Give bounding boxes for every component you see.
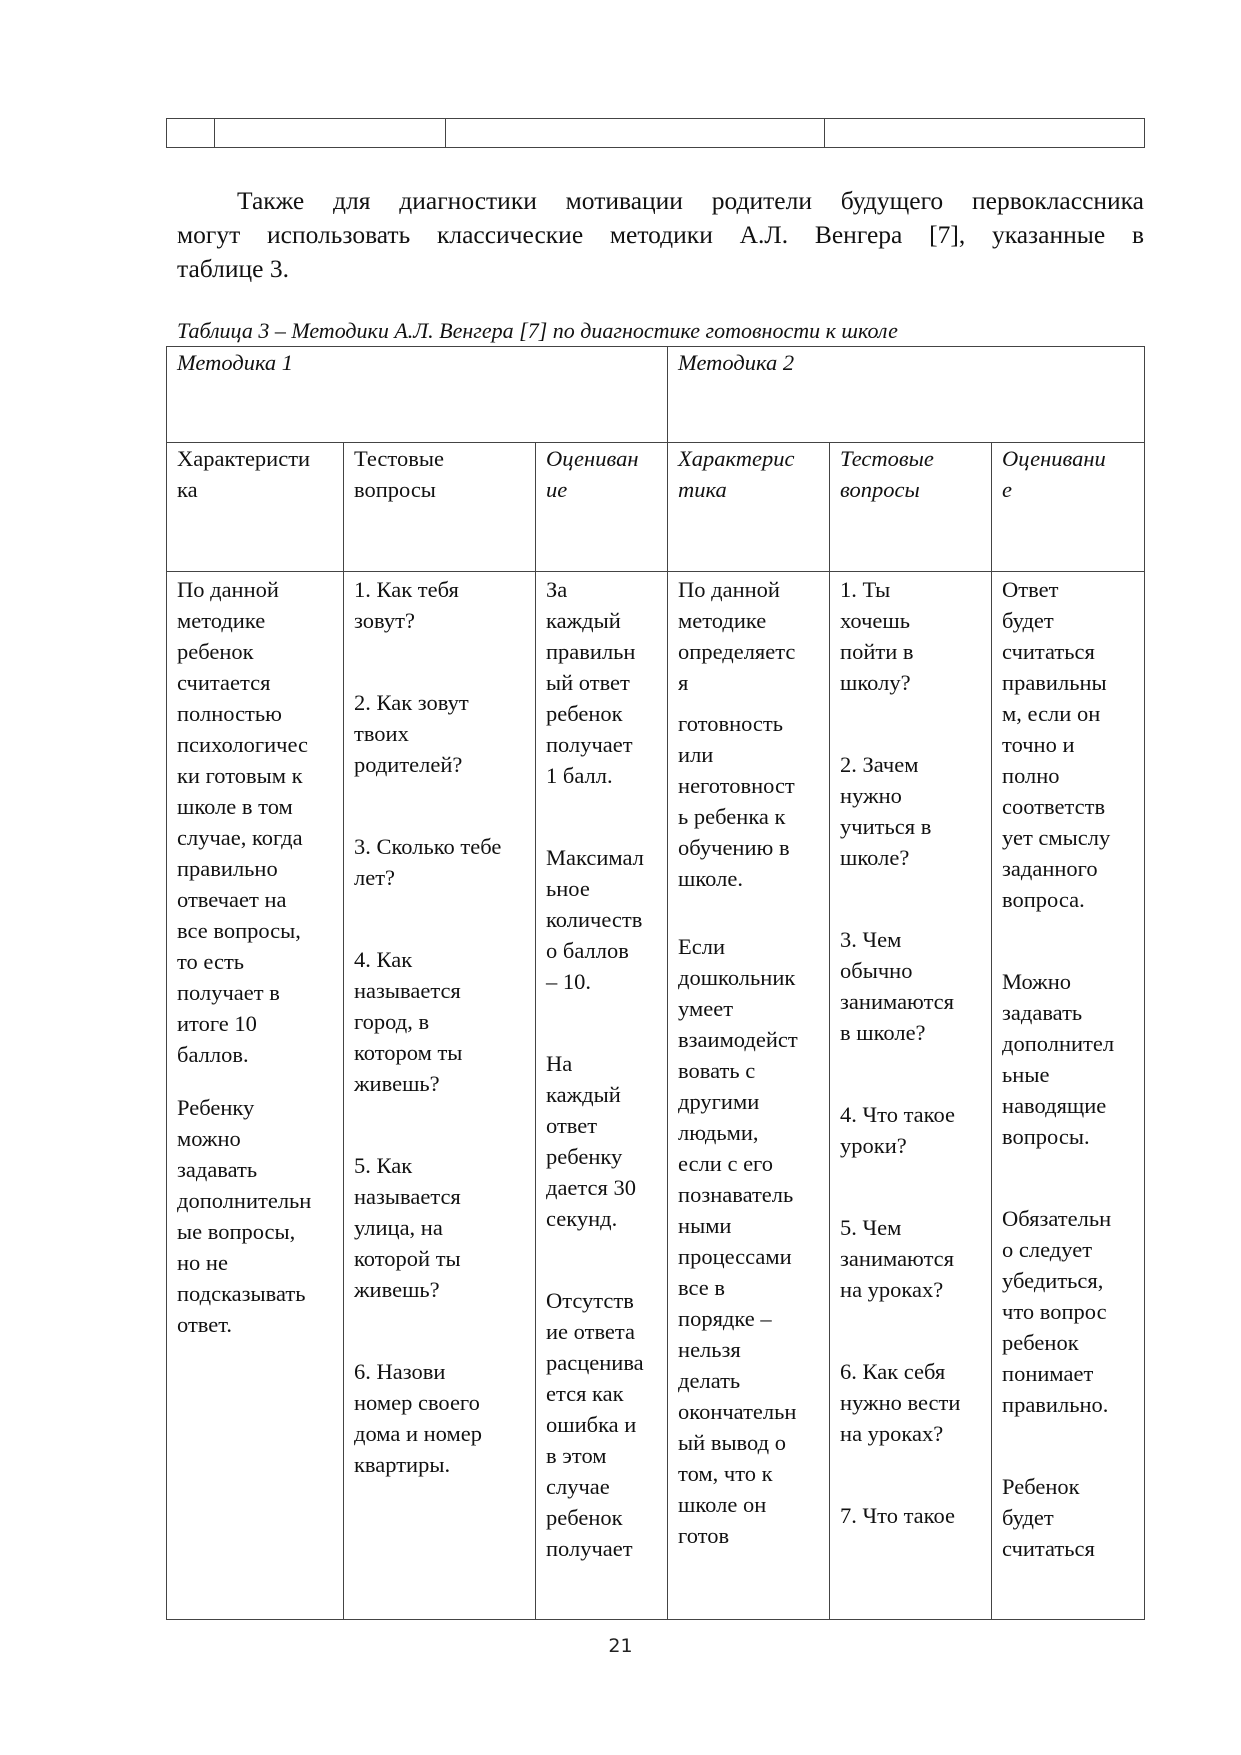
cell-paragraph: На каждый ответ ребенку дается 30 секунд.: [546, 1051, 636, 1231]
page-number: 21: [608, 1635, 633, 1657]
header-cell: [536, 443, 668, 572]
cell-paragraph: 2. Зачем нужно учиться в школе?: [840, 752, 932, 870]
table-row: [167, 119, 1145, 148]
cell-paragraph: 2. Как зовут твоих родителей?: [354, 690, 469, 777]
table-row: [167, 572, 1145, 1620]
cell-paragraph: Если дошкольник умеет взаимодейст вовать с другими людьми, если с его познаватель ными процессами все в порядке – нельзя делать окончательн ый вывод о том, что к школе он готов: [678, 934, 798, 1548]
method1-header: Методика 1: [167, 347, 668, 443]
cell-paragraph: 1. Как тебя зовут?: [354, 577, 459, 633]
header-text: Тестовые вопросы: [354, 446, 444, 502]
cell-paragraph: По данной методике определяетс я: [678, 577, 796, 695]
table-cell: [167, 572, 344, 1620]
cell-paragraph: 4. Что такое уроки?: [840, 1102, 955, 1158]
table-cell: [215, 119, 446, 148]
cell-paragraph: 1. Ты хочешь пойти в школу?: [840, 577, 914, 695]
table-cell: [344, 572, 536, 1620]
cell-paragraph: За каждый правильн ый ответ ребенок получает 1 балл.: [546, 577, 636, 788]
cell-paragraph: Отсутств ие ответа расценива ется как ошибка и в этом случае ребенок получает: [546, 1288, 644, 1561]
cell-paragraph: Обязательн о следует убедиться, что вопрос ребенок понимает правильно.: [1002, 1206, 1112, 1417]
methods-table: [166, 346, 1145, 1620]
header-cell: [167, 443, 344, 572]
header-cell: [344, 443, 536, 572]
header-text: Оценивани е: [1002, 446, 1106, 502]
table-row: [167, 443, 1145, 572]
table-cell: [668, 572, 830, 1620]
paragraph-line: таблице 3.: [177, 254, 289, 283]
body-paragraph: [177, 184, 1144, 286]
table-cell: [536, 572, 668, 1620]
table-cell: [825, 119, 1145, 148]
table-row: [167, 347, 1145, 443]
cell-paragraph: 3. Сколько тебе лет?: [354, 834, 502, 890]
cell-paragraph: Можно задавать дополнител ьные наводящие вопросы.: [1002, 969, 1115, 1149]
table-cell: [167, 119, 215, 148]
cell-paragraph: Ответ будет считаться правильны м, если он точно и полно соответств ует смыслу заданного вопроса.: [1002, 577, 1111, 912]
method2-header: Методика 2: [668, 347, 1145, 443]
header-text: Характерис тика: [678, 446, 795, 502]
cell-paragraph: 5. Чем занимаются на уроках?: [840, 1215, 955, 1302]
cell-paragraph: 7. Что такое: [840, 1503, 955, 1528]
header-cell: [992, 443, 1145, 572]
cell-paragraph: Максимал ьное количеств о баллов – 10.: [546, 845, 644, 994]
cell-paragraph: 5. Как называется улица, на которой ты живешь?: [354, 1153, 461, 1302]
header-cell: [830, 443, 992, 572]
header-text: Оцениван ие: [546, 446, 639, 502]
paragraph-line: Также для диагностики мотивации родители будущего первоклассника: [237, 186, 1144, 215]
table-caption: Таблица 3 – Методики А.Л. Венгера [7] по диагностике готовности к школе: [177, 318, 898, 343]
header-cell: [668, 443, 830, 572]
cell-paragraph: 3. Чем обычно занимаются в школе?: [840, 927, 955, 1045]
cell-paragraph: готовность или неготовност ь ребенка к обучению в школе.: [678, 711, 795, 891]
cell-paragraph: 4. Как называется город, в котором ты живешь?: [354, 947, 463, 1096]
header-text: Тестовые вопросы: [840, 446, 934, 502]
cell-paragraph: Ребенку можно задавать дополнительн ые вопросы, но не подсказывать ответ.: [177, 1095, 312, 1337]
table-cell: [446, 119, 825, 148]
cell-paragraph: По данной методике ребенок считается полностью психологичес ки готовым к школе в том случае, когда правильно отвечает на все вопросы, то есть получает в итоге 10 баллов.: [177, 577, 309, 1067]
cell-paragraph: 6. Как себя нужно вести на уроках?: [840, 1359, 961, 1446]
cell-paragraph: Ребенок будет считаться: [1002, 1474, 1095, 1561]
previous-table-remnant: [166, 118, 1145, 148]
header-text: Характеристи ка: [177, 446, 311, 502]
table-cell: [830, 572, 992, 1620]
paragraph-line: могут использовать классические методики А.Л. Венгера [7], указанные в: [177, 220, 1144, 249]
cell-paragraph: 6. Назови номер своего дома и номер квартиры.: [354, 1359, 482, 1477]
table-cell: [992, 572, 1145, 1620]
